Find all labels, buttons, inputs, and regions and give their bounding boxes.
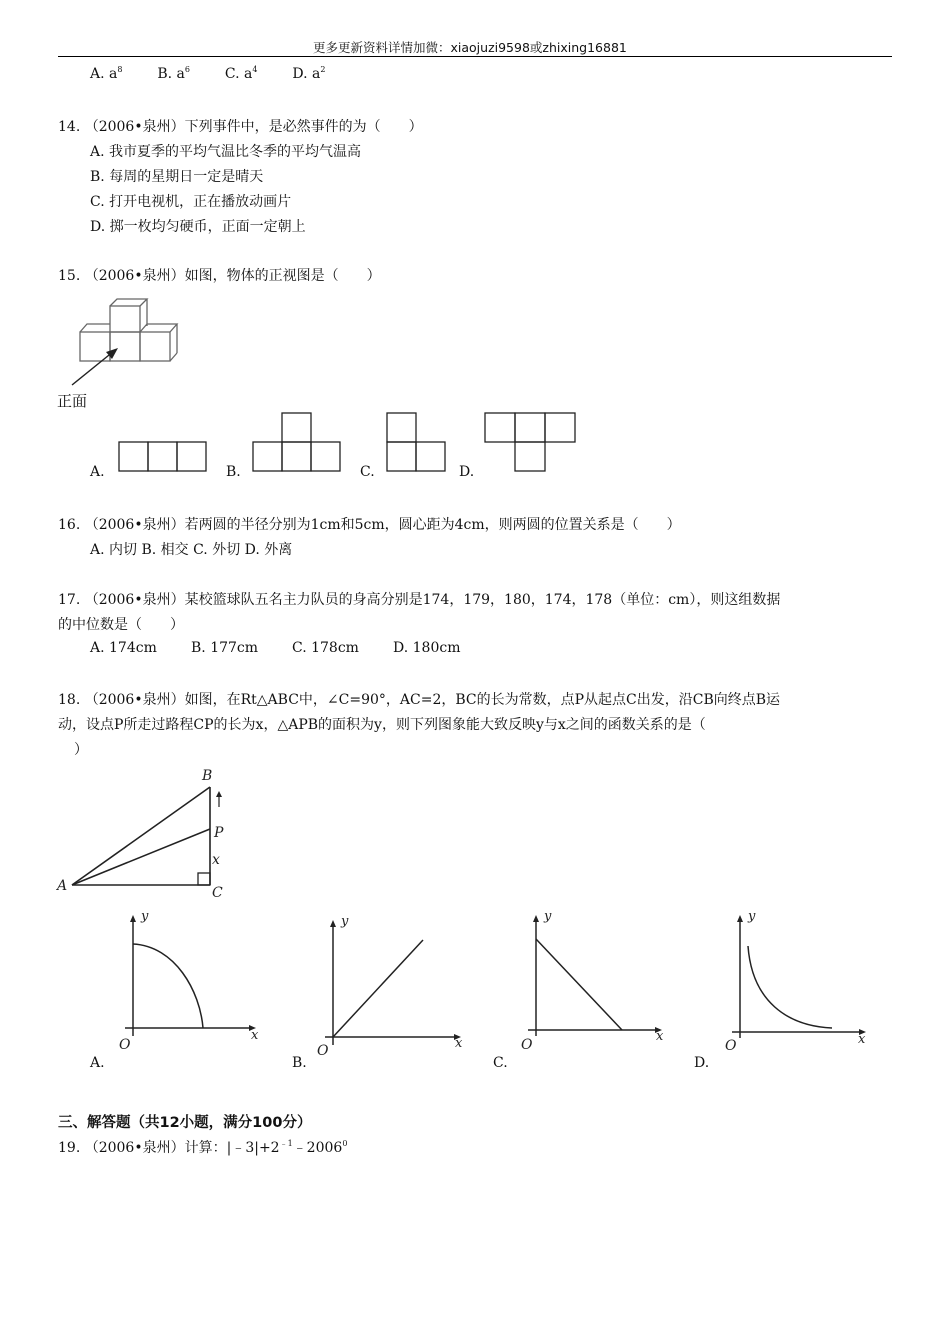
q18-graph-d-origin: O [725, 1038, 737, 1054]
q14-option-c: C. 打开电视机，正在播放动画片 [90, 194, 292, 210]
q17-option-a: A. 174cm [90, 640, 157, 656]
q18-graph-b-label: B. [292, 1055, 307, 1071]
q14-stem: 14. （2006•泉州）下列事件中，是必然事件的为（ ） [58, 119, 423, 135]
q17-stem-line2: 的中位数是（ ） [58, 617, 184, 633]
q18-graph-b-x-label: x [455, 1036, 463, 1051]
q18-graph-b-origin: O [317, 1043, 329, 1059]
q14-option-a: A. 我市夏季的平均气温比冬季的平均气温高 [90, 144, 362, 160]
q18-graph-a-y-label: y [141, 909, 149, 924]
q14-option-d: D. 掷一枚均匀硬币，正面一定朝上 [90, 219, 306, 235]
q19-expr-part1: |﹣3|+2 [226, 1140, 280, 1156]
q16-stem: 16. （2006•泉州）若两圆的半径分别为1cm和5cm，圆心距为4cm，则两圆的位置关系是（ ） [58, 517, 681, 533]
q17-option-d: D. 180cm [393, 640, 461, 656]
q18-graph-a-label: A. [90, 1055, 105, 1071]
q14-option-b: B. 每周的星期日一定是晴天 [90, 169, 264, 185]
q18-graph-d-label: D. [694, 1055, 710, 1071]
q18-stem-line3: ） [74, 742, 88, 758]
q18-graph-d-y-label: y [748, 909, 756, 924]
q18-graph-c-origin: O [521, 1037, 533, 1053]
section-3-title: 三、解答题（共12小题，满分100分） [58, 1115, 312, 1131]
q18-graph-c-y-label: y [544, 909, 552, 924]
q18-graph-d [722, 906, 877, 1054]
q18-graph-c-label: C. [493, 1055, 508, 1071]
q18-graph-c [518, 906, 673, 1051]
q18-graph-b [315, 911, 470, 1061]
q18-stem-line2: 动，设点P所走过路程CP的长为x，△APB的面积为y，则下列图象能大致反映y与x之间的函数关系的是（ [58, 717, 706, 733]
q18-stem-line1: 18. （2006•泉州）如图，在Rt△ABC中，∠C=90°，AC=2，BC的长为常数，点P从起点C出发，沿CB向终点B运 [58, 692, 781, 708]
page-header: 更多更新资料详情加微：xiaojuzi9598或zhixing16881 [313, 40, 627, 55]
q15-front-arrow [68, 345, 128, 390]
q13-options [90, 66, 325, 82]
q18-graph-a-origin: O [119, 1037, 131, 1053]
q15-option-a-figure [118, 441, 208, 473]
q15-label-d: D. [459, 464, 475, 480]
q15-option-b-figure [252, 412, 342, 473]
q18-graph-a-x-label: x [251, 1028, 259, 1043]
q15-option-c-figure [386, 412, 448, 473]
q15-label-c: C. [360, 464, 375, 480]
q18-label-a: A [57, 878, 68, 894]
q18-graph-c-x-label: x [656, 1029, 664, 1044]
q13-option-a: A. $a^8$ [90, 65, 123, 82]
q15-stem: 15. （2006•泉州）如图，物体的正视图是（ ） [58, 268, 381, 284]
q18-graph-b-y-label: y [341, 914, 349, 929]
q13-option-b: B. $a^6$ [157, 65, 190, 82]
q18-label-p: P [214, 825, 224, 841]
q15-label-a: A. [90, 464, 105, 480]
q18-label-c: C [212, 885, 223, 901]
q18-label-b: B [202, 768, 213, 784]
q13-option-d: D. $a^2$ [292, 65, 326, 82]
q15-option-d-figure [484, 412, 576, 473]
q18-graph-d-x-label: x [858, 1032, 866, 1047]
q19-expr-part2: ﹣2006 [292, 1140, 343, 1156]
q18-graph-a [115, 906, 265, 1051]
q19-stem: 19. （2006•泉州）计算：$|﹣3|+2^{﹣1}﹣2006^0$ [58, 1139, 348, 1156]
q18-label-x: x [212, 852, 220, 868]
header-rule [58, 56, 892, 57]
q15-label-b: B. [226, 464, 241, 480]
q18-triangle-figure [56, 765, 236, 905]
q17-option-b: B. 177cm [191, 640, 259, 656]
q17-option-c: C. 178cm [292, 640, 359, 656]
q17-stem-line1: 17. （2006•泉州）某校篮球队五名主力队员的身高分别是174，179，180，174，178（单位：cm），则这组数据 [58, 592, 781, 608]
q13-option-c: C. $a^4$ [224, 65, 258, 82]
q15-front-label: 正面 [57, 392, 88, 410]
q16-options: A. 内切 B. 相交 C. 外切 D. 外离 [90, 542, 293, 558]
